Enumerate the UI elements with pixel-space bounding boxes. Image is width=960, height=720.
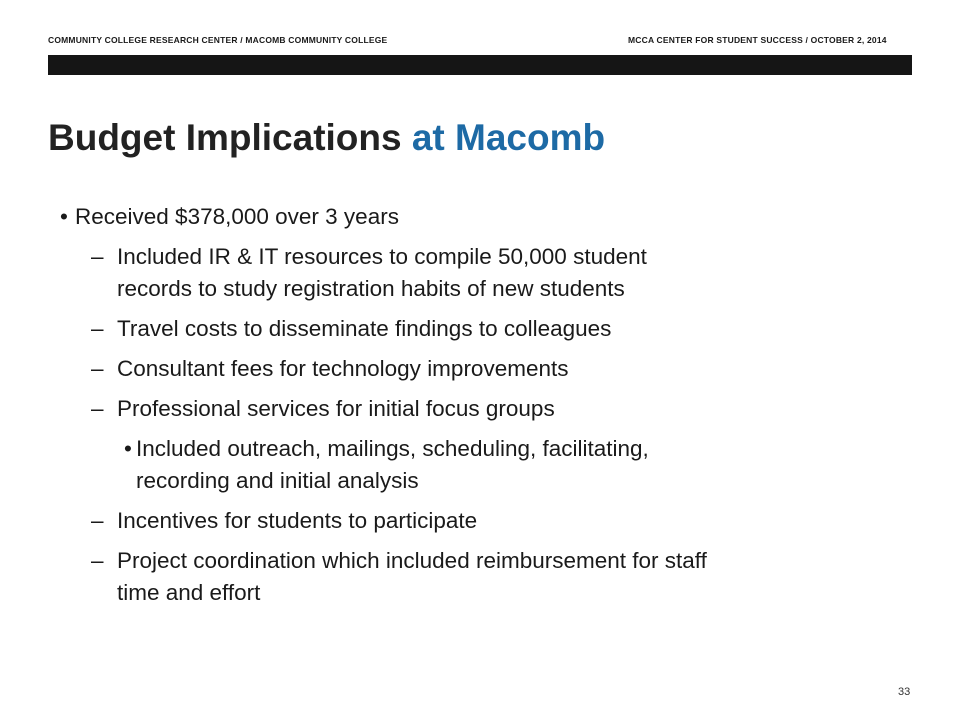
sub-item-line: records to study registration habits of new students (117, 276, 625, 301)
bullet-item (60, 201, 900, 233)
sub-item-line: Incentives for students to participate (117, 508, 478, 533)
bullet-marker: • (60, 204, 68, 229)
dash-marker: – (91, 508, 104, 533)
dash-marker: – (91, 548, 104, 573)
header-right-text: MCCA CENTER FOR STUDENT SUCCESS / OCTOBER 2, 2014 (628, 35, 887, 45)
sub-item (60, 505, 900, 537)
sub-sub-item (60, 433, 900, 497)
sub-sub-item-line: recording and initial analysis (136, 468, 419, 493)
sub-item (60, 313, 900, 345)
dash-marker: – (91, 356, 104, 381)
sub-item (60, 545, 900, 609)
title-main: Budget Implications (48, 117, 402, 158)
sub-item-line: Consultant fees for technology improvements (117, 356, 569, 381)
dash-marker: – (91, 316, 104, 341)
dash-marker: – (91, 396, 104, 421)
sub-item (60, 393, 900, 425)
sub-item-line: Project coordination which included reimbursement for staff (117, 548, 707, 573)
sub-item-line: Included IR & IT resources to compile 50,000 student (117, 244, 647, 269)
sub-item (60, 353, 900, 385)
page-number: 33 (898, 686, 911, 698)
sub-item-line: Travel costs to disseminate findings to colleagues (117, 316, 612, 341)
bullet-line: Received $378,000 over 3 years (75, 204, 399, 229)
header-left-text: COMMUNITY COLLEGE RESEARCH CENTER / MACOMB COMMUNITY COLLEGE (48, 35, 388, 45)
sub-sub-item-line: Included outreach, mailings, scheduling, facilitating, (136, 436, 649, 461)
sub-item-line: time and effort (117, 580, 261, 605)
sub-item (60, 241, 900, 305)
dash-marker: – (91, 244, 104, 269)
bullet-marker: • (124, 436, 132, 461)
title-accent: at Macomb (411, 117, 606, 158)
header-bar (48, 55, 912, 75)
bullet-list (60, 201, 900, 609)
slide-title (48, 116, 605, 160)
sub-item-line: Professional services for initial focus groups (117, 396, 555, 421)
